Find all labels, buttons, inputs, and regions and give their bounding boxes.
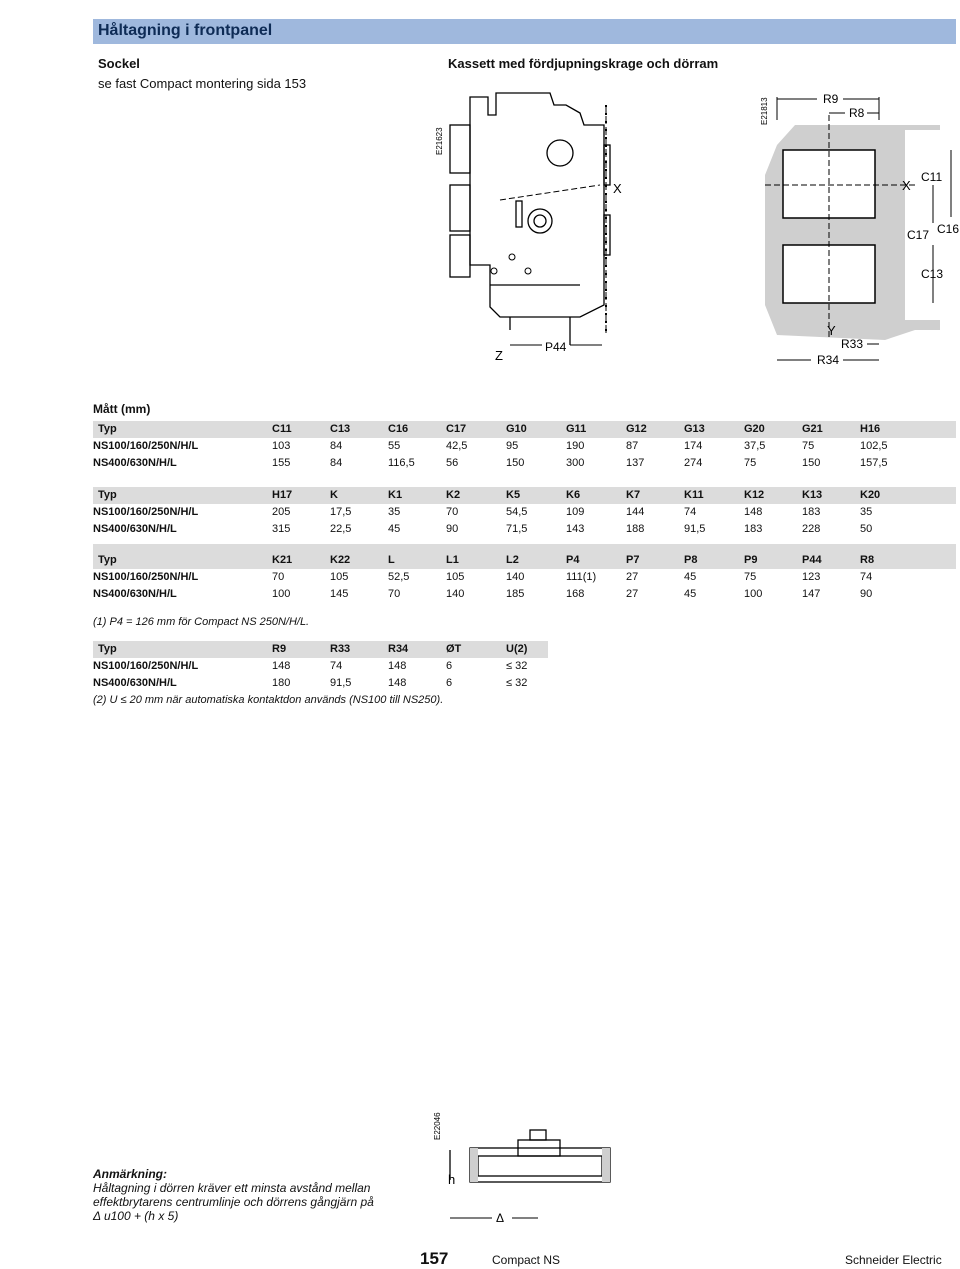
table-cell: 70 — [272, 571, 285, 583]
table-header-cell: P44 — [802, 554, 822, 566]
footer-company: Schneider Electric — [845, 1253, 942, 1267]
table-cell: 74 — [860, 571, 873, 583]
table-header-cell: K12 — [744, 489, 765, 501]
table-row — [93, 586, 956, 603]
section-title-bar — [93, 19, 956, 44]
table-cell: 148 — [272, 660, 291, 672]
table-cell: 150 — [506, 457, 525, 469]
table-header-row — [93, 641, 548, 658]
table-cell: 155 — [272, 457, 291, 469]
table-header-row — [93, 421, 956, 438]
table-header-cell: K22 — [330, 554, 351, 566]
table-header-row — [93, 487, 956, 504]
figure-code-3: E22046 — [433, 1112, 442, 1140]
table-cell: 100 — [272, 588, 291, 600]
table-cell: NS100/160/250N/H/L — [93, 506, 199, 518]
table-cell: ≤ 32 — [506, 677, 528, 689]
table-cell: 87 — [626, 440, 639, 452]
table-cell: 84 — [330, 440, 343, 452]
table-cell: 105 — [330, 571, 349, 583]
table-header-cell: C17 — [446, 423, 467, 435]
table-cell: 70 — [446, 506, 459, 518]
table-header-cell: R8 — [860, 554, 875, 566]
table-header-cell: Typ — [98, 489, 117, 501]
fig2-r8-label: R8 — [849, 106, 865, 120]
table-header-cell: G13 — [684, 423, 705, 435]
table-cell: 116,5 — [388, 457, 415, 469]
fig2-x-label: X — [902, 178, 911, 193]
fig3-delta-label: Δ — [496, 1211, 505, 1225]
left-section-title: Sockel — [98, 56, 140, 71]
table-cell: 190 — [566, 440, 585, 452]
table-row — [93, 504, 956, 521]
table-cell: 90 — [860, 588, 873, 600]
table-row — [93, 658, 548, 675]
fig3-h-label: h — [448, 1172, 456, 1187]
table-row — [93, 438, 956, 455]
fig2-c11-label: C11 — [921, 170, 943, 184]
fig2-r9-label: R9 — [823, 92, 839, 106]
table-header-cell: K7 — [626, 489, 641, 501]
table-cell: 315 — [272, 523, 291, 535]
table-cell: 274 — [684, 457, 703, 469]
table-header-row — [93, 552, 956, 569]
table-cell: 300 — [566, 457, 585, 469]
table-cell: 45 — [684, 588, 697, 600]
fig1-z-label: Z — [495, 348, 503, 363]
table-header-cell: R9 — [272, 643, 287, 655]
table-header-cell: K2 — [446, 489, 461, 501]
figure-code-1: E21623 — [435, 127, 444, 155]
page-number: 157 — [420, 1249, 449, 1268]
table-header-cell: K21 — [272, 554, 293, 566]
table-cell: NS400/630N/H/L — [93, 677, 177, 689]
table-cell: 37,5 — [744, 440, 766, 452]
table-cell: NS100/160/250N/H/L — [93, 440, 199, 452]
table-cell: 150 — [802, 457, 821, 469]
fig2-c16-label: C16 — [937, 222, 960, 236]
table-cell: 147 — [802, 588, 821, 600]
table-cell: 52,5 — [388, 571, 410, 583]
table-header-cell: C13 — [330, 423, 351, 435]
table-cell: 228 — [802, 523, 821, 535]
table-header-cell: L — [388, 554, 395, 566]
table-cell: 188 — [626, 523, 645, 535]
table-cell: 74 — [684, 506, 697, 518]
cutout-drawing-figure — [755, 85, 960, 370]
fig2-y-label: Y — [827, 323, 836, 338]
table-cell: 35 — [388, 506, 401, 518]
footer-product: Compact NS — [492, 1253, 561, 1267]
table-cell: 157,5 — [860, 457, 888, 469]
table-header-cell: P7 — [626, 554, 640, 566]
table-header-cell: K13 — [802, 489, 823, 501]
table-cell: 74 — [330, 660, 343, 672]
figure-code-2: E21813 — [760, 97, 769, 125]
table4-footnote: (2) U ≤ 20 mm när automatiska kontaktdon används (NS100 till NS250). — [93, 694, 444, 706]
table-header-cell: H16 — [860, 423, 881, 435]
table-header-cell: Typ — [98, 554, 117, 566]
remark-line: effektbrytarens centrumlinje och dörrens gångjärn på — [93, 1195, 374, 1209]
table-header-cell: P4 — [566, 554, 580, 566]
table-header-cell: K20 — [860, 489, 881, 501]
table-cell: 105 — [446, 571, 465, 583]
table-header-cell: L2 — [506, 554, 519, 566]
table-header-cell: K6 — [566, 489, 581, 501]
table-header-cell: G11 — [566, 423, 587, 435]
table-cell: 180 — [272, 677, 291, 689]
table-header-cell: Typ — [98, 643, 117, 655]
table-cell: 6 — [446, 660, 453, 672]
fig2-r34-label: R34 — [817, 353, 840, 367]
table-cell: 22,5 — [330, 523, 352, 535]
table-cell: 75 — [744, 571, 757, 583]
table-cell: 27 — [626, 571, 639, 583]
table-header-cell: R34 — [388, 643, 409, 655]
left-section-subtitle: se fast Compact montering sida 153 — [98, 76, 307, 91]
table-cell: 140 — [506, 571, 525, 583]
table-cell: 168 — [566, 588, 585, 600]
remark-line: Håltagning i dörren kräver ett minsta avstånd mellan — [93, 1181, 371, 1195]
table-cell: 75 — [802, 440, 815, 452]
table-header-cell: G21 — [802, 423, 823, 435]
table-cell: 109 — [566, 506, 585, 518]
table-header-cell: H17 — [272, 489, 293, 501]
table-cell: 70 — [388, 588, 401, 600]
fig1-x-label: X — [613, 181, 622, 196]
table-row — [93, 675, 548, 692]
table-cell: 45 — [684, 571, 697, 583]
table-header-cell: K11 — [684, 489, 704, 501]
table-cell: 148 — [388, 660, 407, 672]
table-cell: 54,5 — [506, 506, 528, 518]
table-cell: 205 — [272, 506, 291, 518]
table-cell: 45 — [388, 523, 401, 535]
table-cell: NS100/160/250N/H/L — [93, 571, 199, 583]
table-cell: 95 — [506, 440, 519, 452]
table-cell: 91,5 — [684, 523, 706, 535]
remark-line: Δ u100 + (h x 5) — [93, 1209, 179, 1223]
table-header-cell: K1 — [388, 489, 403, 501]
dimensions-heading: Mått (mm) — [93, 402, 151, 416]
table-header-cell: P8 — [684, 554, 698, 566]
mounting-drawing-figure — [430, 85, 650, 370]
table-cell: 35 — [860, 506, 873, 518]
table-cell: 103 — [272, 440, 291, 452]
table-header-cell: G20 — [744, 423, 765, 435]
table-header-cell: G10 — [506, 423, 527, 435]
table-cell: ≤ 32 — [506, 660, 528, 672]
table-cell: 6 — [446, 677, 453, 689]
table-cell: 84 — [330, 457, 343, 469]
dimensions-table-3 — [93, 544, 956, 603]
door-hinge-figure — [430, 1110, 620, 1230]
table-cell: 148 — [744, 506, 763, 518]
table-cell: NS400/630N/H/L — [93, 523, 177, 535]
table-cell: 102,5 — [860, 440, 888, 452]
table-cell: 50 — [860, 523, 873, 535]
table-cell: 144 — [626, 506, 645, 518]
fig2-r33-label: R33 — [841, 337, 864, 351]
table-header-cell: K — [330, 489, 338, 501]
table-header-cell: C16 — [388, 423, 409, 435]
table3-footnote: (1) P4 = 126 mm för Compact NS 250N/H/L. — [93, 616, 310, 628]
table-cell: NS400/630N/H/L — [93, 457, 177, 469]
dimensions-table-2 — [93, 487, 956, 538]
fig1-p44-label: P44 — [545, 340, 567, 354]
fig2-c17-label: C17 — [907, 228, 930, 242]
dimensions-table-1 — [93, 421, 956, 472]
table-cell: 111(1) — [566, 571, 597, 583]
table-row — [93, 455, 956, 472]
table-header-cell: P9 — [744, 554, 758, 566]
table-cell: 185 — [506, 588, 525, 600]
table-header-cell: C11 — [272, 423, 292, 435]
table-header-spacer — [93, 544, 956, 552]
table-row — [93, 569, 956, 586]
table-cell: 123 — [802, 571, 821, 583]
page-title: Håltagning i frontpanel — [98, 22, 273, 39]
right-section-title: Kassett med fördjupningskrage och dörram — [448, 56, 719, 71]
table-cell: 56 — [446, 457, 459, 469]
table-cell: 140 — [446, 588, 465, 600]
table-cell: 42,5 — [446, 440, 468, 452]
table-cell: 71,5 — [506, 523, 528, 535]
table-cell: NS100/160/250N/H/L — [93, 660, 199, 672]
remark-title: Anmärkning: — [93, 1167, 168, 1181]
table-cell: 183 — [744, 523, 763, 535]
table-cell: 174 — [684, 440, 703, 452]
table-cell: 17,5 — [330, 506, 352, 518]
table-cell: 91,5 — [330, 677, 352, 689]
table-header-cell: K5 — [506, 489, 521, 501]
table-header-cell: L1 — [446, 554, 459, 566]
table-cell: 75 — [744, 457, 757, 469]
table-cell: 148 — [388, 677, 407, 689]
table-cell: 90 — [446, 523, 459, 535]
table-cell: NS400/630N/H/L — [93, 588, 177, 600]
fig2-c13-label: C13 — [921, 267, 944, 281]
table-cell: 145 — [330, 588, 349, 600]
table-cell: 27 — [626, 588, 639, 600]
remark-block — [93, 1167, 374, 1223]
table-header-cell: Typ — [98, 423, 117, 435]
table-cell: 183 — [802, 506, 821, 518]
table-header-cell: R33 — [330, 643, 351, 655]
table-cell: 137 — [626, 457, 645, 469]
table-header-cell: G12 — [626, 423, 647, 435]
table-row — [93, 521, 956, 538]
table-header-cell: ØT — [446, 643, 462, 655]
table-header-cell: U(2) — [506, 643, 528, 655]
dimensions-table-4 — [93, 641, 548, 692]
table-cell: 143 — [566, 523, 585, 535]
table-cell: 100 — [744, 588, 763, 600]
table-cell: 55 — [388, 440, 401, 452]
